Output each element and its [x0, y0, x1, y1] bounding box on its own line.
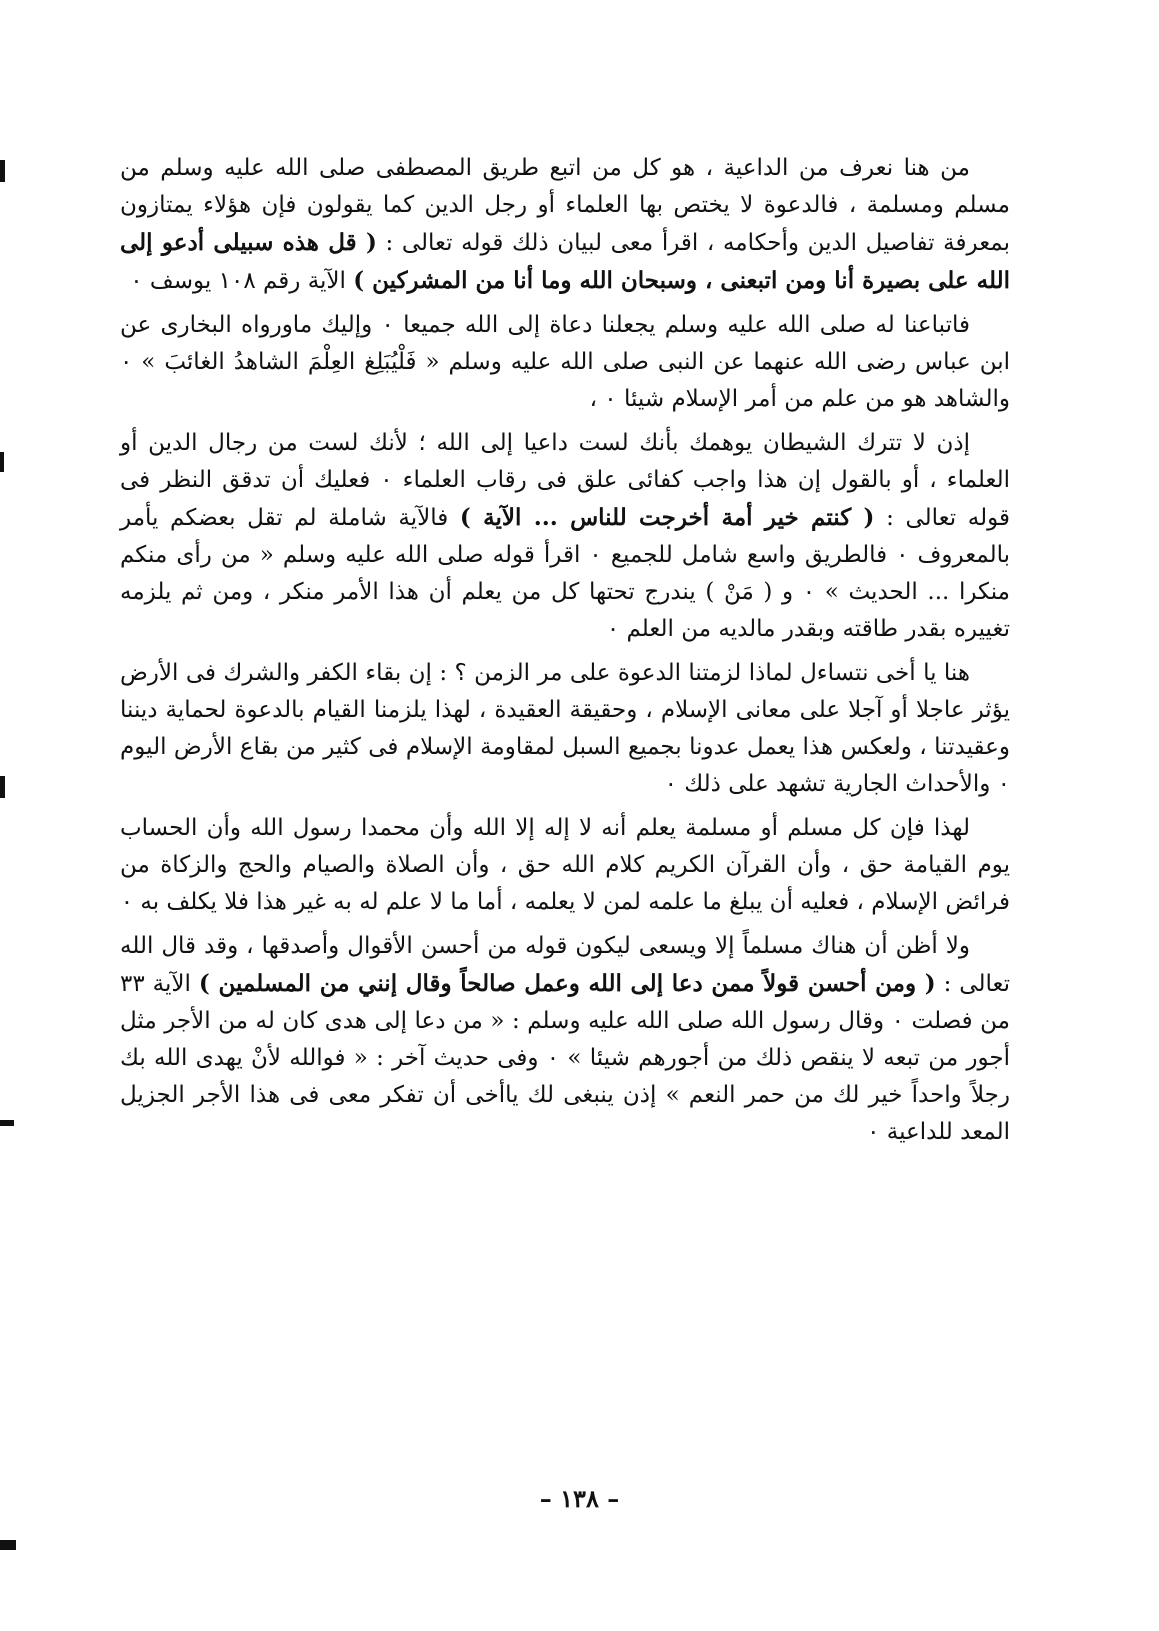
page-number: ١٣٨: [560, 1484, 599, 1513]
paragraph: [120, 655, 1010, 803]
paragraph: [120, 810, 1010, 921]
scan-edge-mark: [0, 452, 4, 472]
paragraph-text: لهذا فإن كل مسلم أو مسلمة يعلم أنه لا إله إلا الله وأن محمدا رسول الله وأن الحساب يوم القيامة حق ، وأن القرآن الكريم كلام الله حق ، وأن الصلاة والصيام والحج والزكاة من فرائض الإسلام ، فعليه أن يبلغ ما علمه لمن لا يعلمه ، أما ما لا علم له به غير هذا فلا يكلف به ٠: [120, 815, 1010, 915]
scan-edge-mark: [0, 160, 5, 182]
paragraph-text: ولا أظن أن هناك مسلماً إلا ويسعى ليكون قوله من أحسن الأقوال وأصدقها ، وقد قال الله تعالى :: [120, 933, 1010, 997]
paragraph: [120, 150, 1010, 300]
paragraph-text: من هنا نعرف من الداعية ، هو كل من اتبع طريق المصطفى صلى الله عليه وسلم من مسلم ومسلمة ، فالدعوة لا يختص بها العلماء أو رجل الدين كما يقولون فإن هؤلاء يمتازون بمعرفة تفاصيل الدين وأحكامه ، اقرأ معى لبيان ذلك قوله تعالى :: [120, 155, 1010, 256]
paragraph: [120, 928, 1010, 1151]
scan-edge-mark: [0, 1120, 14, 1126]
paragraph-text: الآية رقم ١٠٨ يوسف ٠: [130, 268, 354, 294]
paragraph-text: إذن لا تترك الشيطان يوهمك بأنك لست داعيا إلى الله ؛ لأنك لست من رجال الدين أو العلماء ، أو بالقول إن هذا واجب كفائى علق فى رقاب العلماء ٠ فعليك أن تدقق النظر فى قوله تعالى :: [120, 430, 1010, 531]
paragraph-text: الآية ٣٣ من فصلت ٠ وقال رسول الله صلى الله عليه وسلم : « من دعا إلى هدى كان له من الأجر مثل أجور من تبعه لا ينقص ذلك من أجورهم شيئا » ٠ وفى حديث آخر : « فوالله لأنْ يهدى الله بك رجلاً واحداً خير لك من حمر النعم » إذن ينبغى لك ياأخى أن تفكر معى فى هذا الأجر الجزيل المعد للداعية ٠: [120, 971, 1010, 1145]
paragraph: [120, 425, 1010, 648]
dash-left: –: [607, 1484, 620, 1513]
quran-verse: ( قل هذه سبيلى أدعو إلى الله على بصيرة أنا ومن اتبعنى ، وسبحان الله وما أنا من المشركين ): [120, 229, 1010, 294]
page-number-footer: [0, 1484, 1159, 1513]
dash-right: –: [539, 1484, 552, 1513]
scan-edge-mark: [0, 1540, 16, 1550]
paragraph: [120, 307, 1010, 418]
paragraph-text: فالآية شاملة لم تقل بعضكم يأمر بالمعروف ٠ فالطريق واسع شامل للجميع ٠ اقرأ قوله صلى الله عليه وسلم « من رأى منكم منكرا ... الحديث » ٠ و ( مَنْ ) يندرج تحتها كل من يعلم أن هذا الأمر منكر ، ومن ثم يلزمه تغييره بقدر طاقته وبقدر مالديه من العلم ٠: [120, 505, 1010, 642]
page-body: [120, 150, 1010, 1158]
quran-verse: ( كنتم خير أمة أخرجت للناس ... الآية ): [459, 504, 875, 531]
paragraph-text: فاتباعنا له صلى الله عليه وسلم يجعلنا دعاة إلى الله جميعا ٠ وإليك ماورواه البخارى عن ابن عباس رضى الله عنهما عن النبى صلى الله عليه وسلم « فَلْيُبَلِغ العِلْمَ الشاهدُ الغائبَ » ٠ والشاهد هو من علم من أمر الإسلام شيئا ٠ ،: [120, 312, 1010, 412]
quran-verse: ( ومن أحسن قولاً ممن دعا إلى الله وعمل صالحاً وقال إنني من المسلمين ): [198, 970, 936, 997]
paragraph-text: هنا يا أخى نتساءل لماذا لزمتنا الدعوة على مر الزمن ؟ : إن بقاء الكفر والشرك فى الأرض يؤثر عاجلا أو آجلا على معانى الإسلام ، وحقيقة العقيدة ، لهذا يلزمنا القيام بالدعوة لحماية ديننا وعقيدتنا ، ولعكس هذا يعمل عدونا بجميع السبل لمقاومة الإسلام فى كثير من بقاع الأرض اليوم ٠ والأحداث الجارية تشهد على ذلك ٠: [120, 660, 1010, 797]
scan-edge-mark: [0, 776, 5, 798]
